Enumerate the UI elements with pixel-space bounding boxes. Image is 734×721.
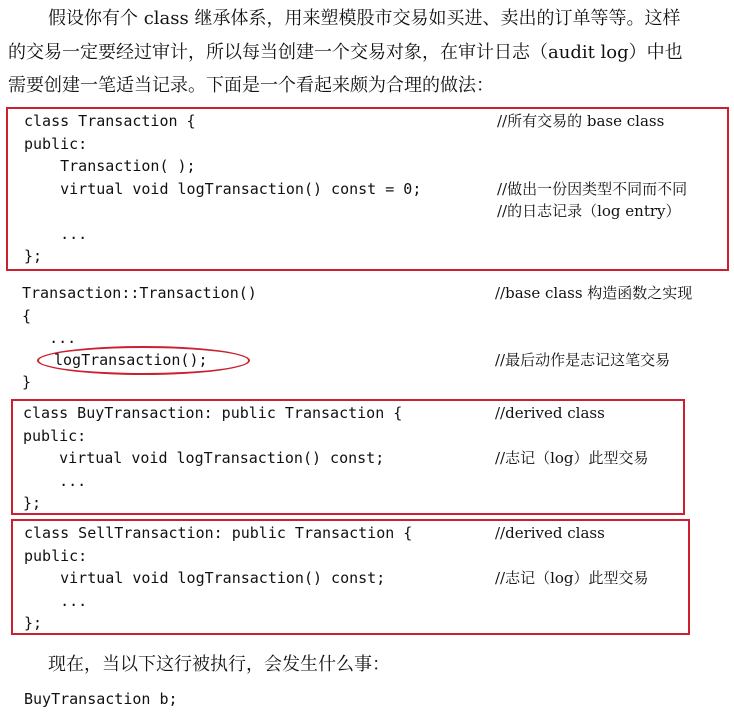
sell-transaction-code: class SellTransaction: public Transaction { public: virtual void logTransaction() const; ... }; bbox=[24, 524, 413, 632]
intro-line-1: 假设你有个 class 继承体系，用来塑模股市交易如买进、卖出的订单等等。这样 bbox=[48, 8, 681, 29]
ctor-code-before: Transaction::Transaction() { ... bbox=[22, 284, 257, 347]
transaction-class-comments: //所有交易的 base class //做出一份因类型不同而不同 //的日志记录（log entry） bbox=[497, 112, 688, 220]
intro-line-2: 的交易一定要经过审计，所以每当创建一个交易对象，在审计日志（audit log）中也 bbox=[8, 41, 683, 63]
outro-question: 现在，当以下这行被执行，会发生什么事： bbox=[48, 654, 390, 675]
ctor-comment-impl: //base class 构造函数之实现 bbox=[495, 284, 693, 302]
transaction-class-code: class Transaction { public: Transaction( ); virtual void logTransaction() const = 0; ... }; bbox=[24, 112, 422, 265]
sell-transaction-comments: //derived class //志记（log）此型交易 bbox=[495, 524, 649, 587]
ctor-comment-log: //最后动作是志记这笔交易 bbox=[495, 351, 671, 369]
intro-line-3: 需要创建一笔适当记录。下面是一个看起来颇为合理的做法： bbox=[8, 75, 494, 96]
ctor-highlighted-call: logTransaction(); bbox=[54, 351, 208, 369]
intro-paragraph bbox=[8, 2, 730, 103]
outro-code-line: BuyTransaction b; bbox=[24, 690, 178, 708]
buy-transaction-comments: //derived class //志记（log）此型交易 bbox=[495, 404, 649, 467]
ctor-code-after: } bbox=[22, 373, 32, 391]
buy-transaction-code: class BuyTransaction: public Transaction { public: virtual void logTransaction() const; ... }; bbox=[23, 404, 403, 512]
